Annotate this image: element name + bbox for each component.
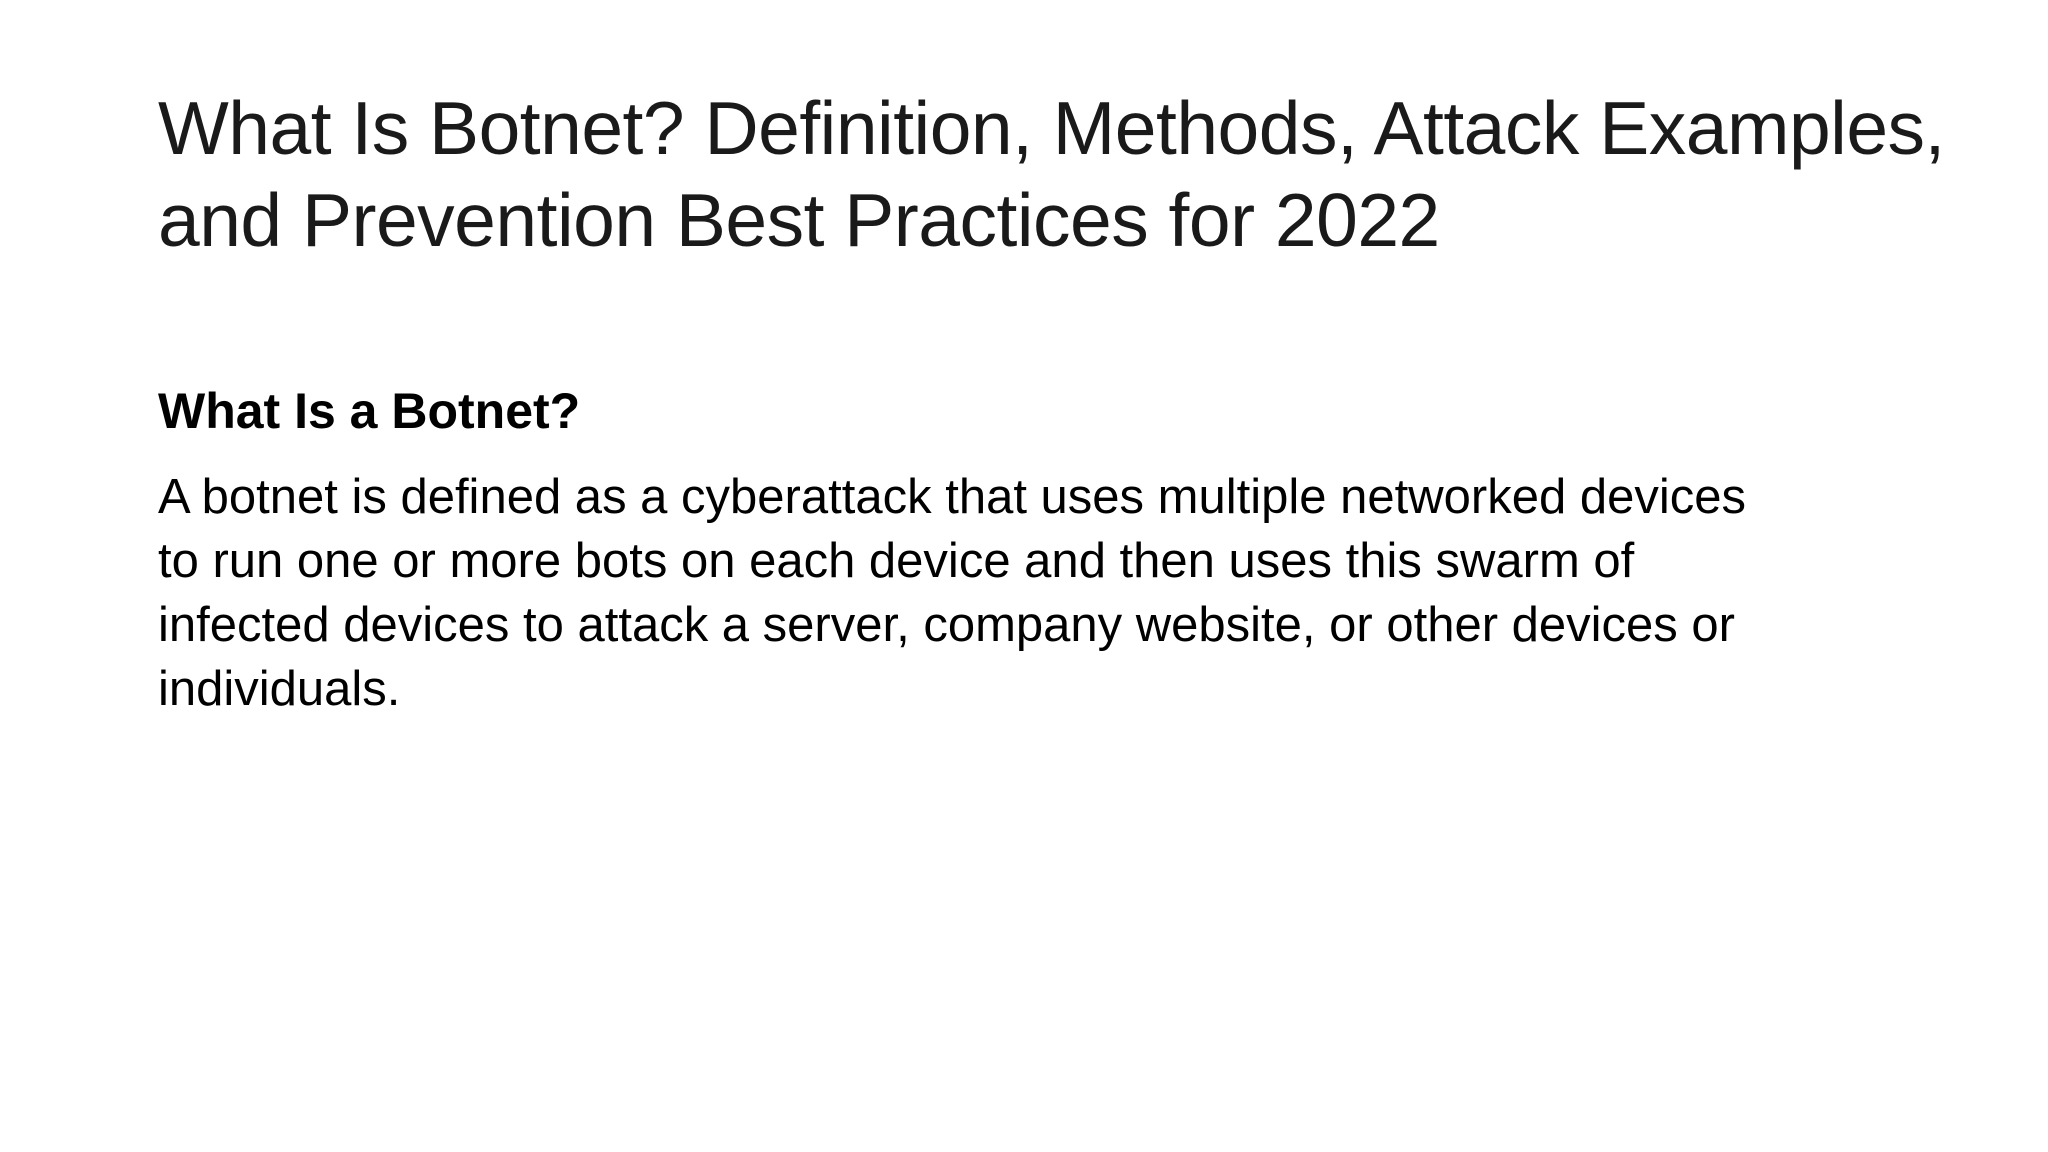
- slide-title: What Is Botnet? Definition, Methods, Attack Examples, and Prevention Best Practices for 2022: [158, 86, 1945, 262]
- section-heading: What Is a Botnet?: [158, 383, 581, 439]
- slide-content: [158, 375, 1918, 721]
- section-body-text: A botnet is defined as a cyberattack that uses multiple networked devices to run one or more bots on each device and then uses this swarm of infected devices to attack a server, company website, or other devices or individuals.: [158, 470, 1746, 716]
